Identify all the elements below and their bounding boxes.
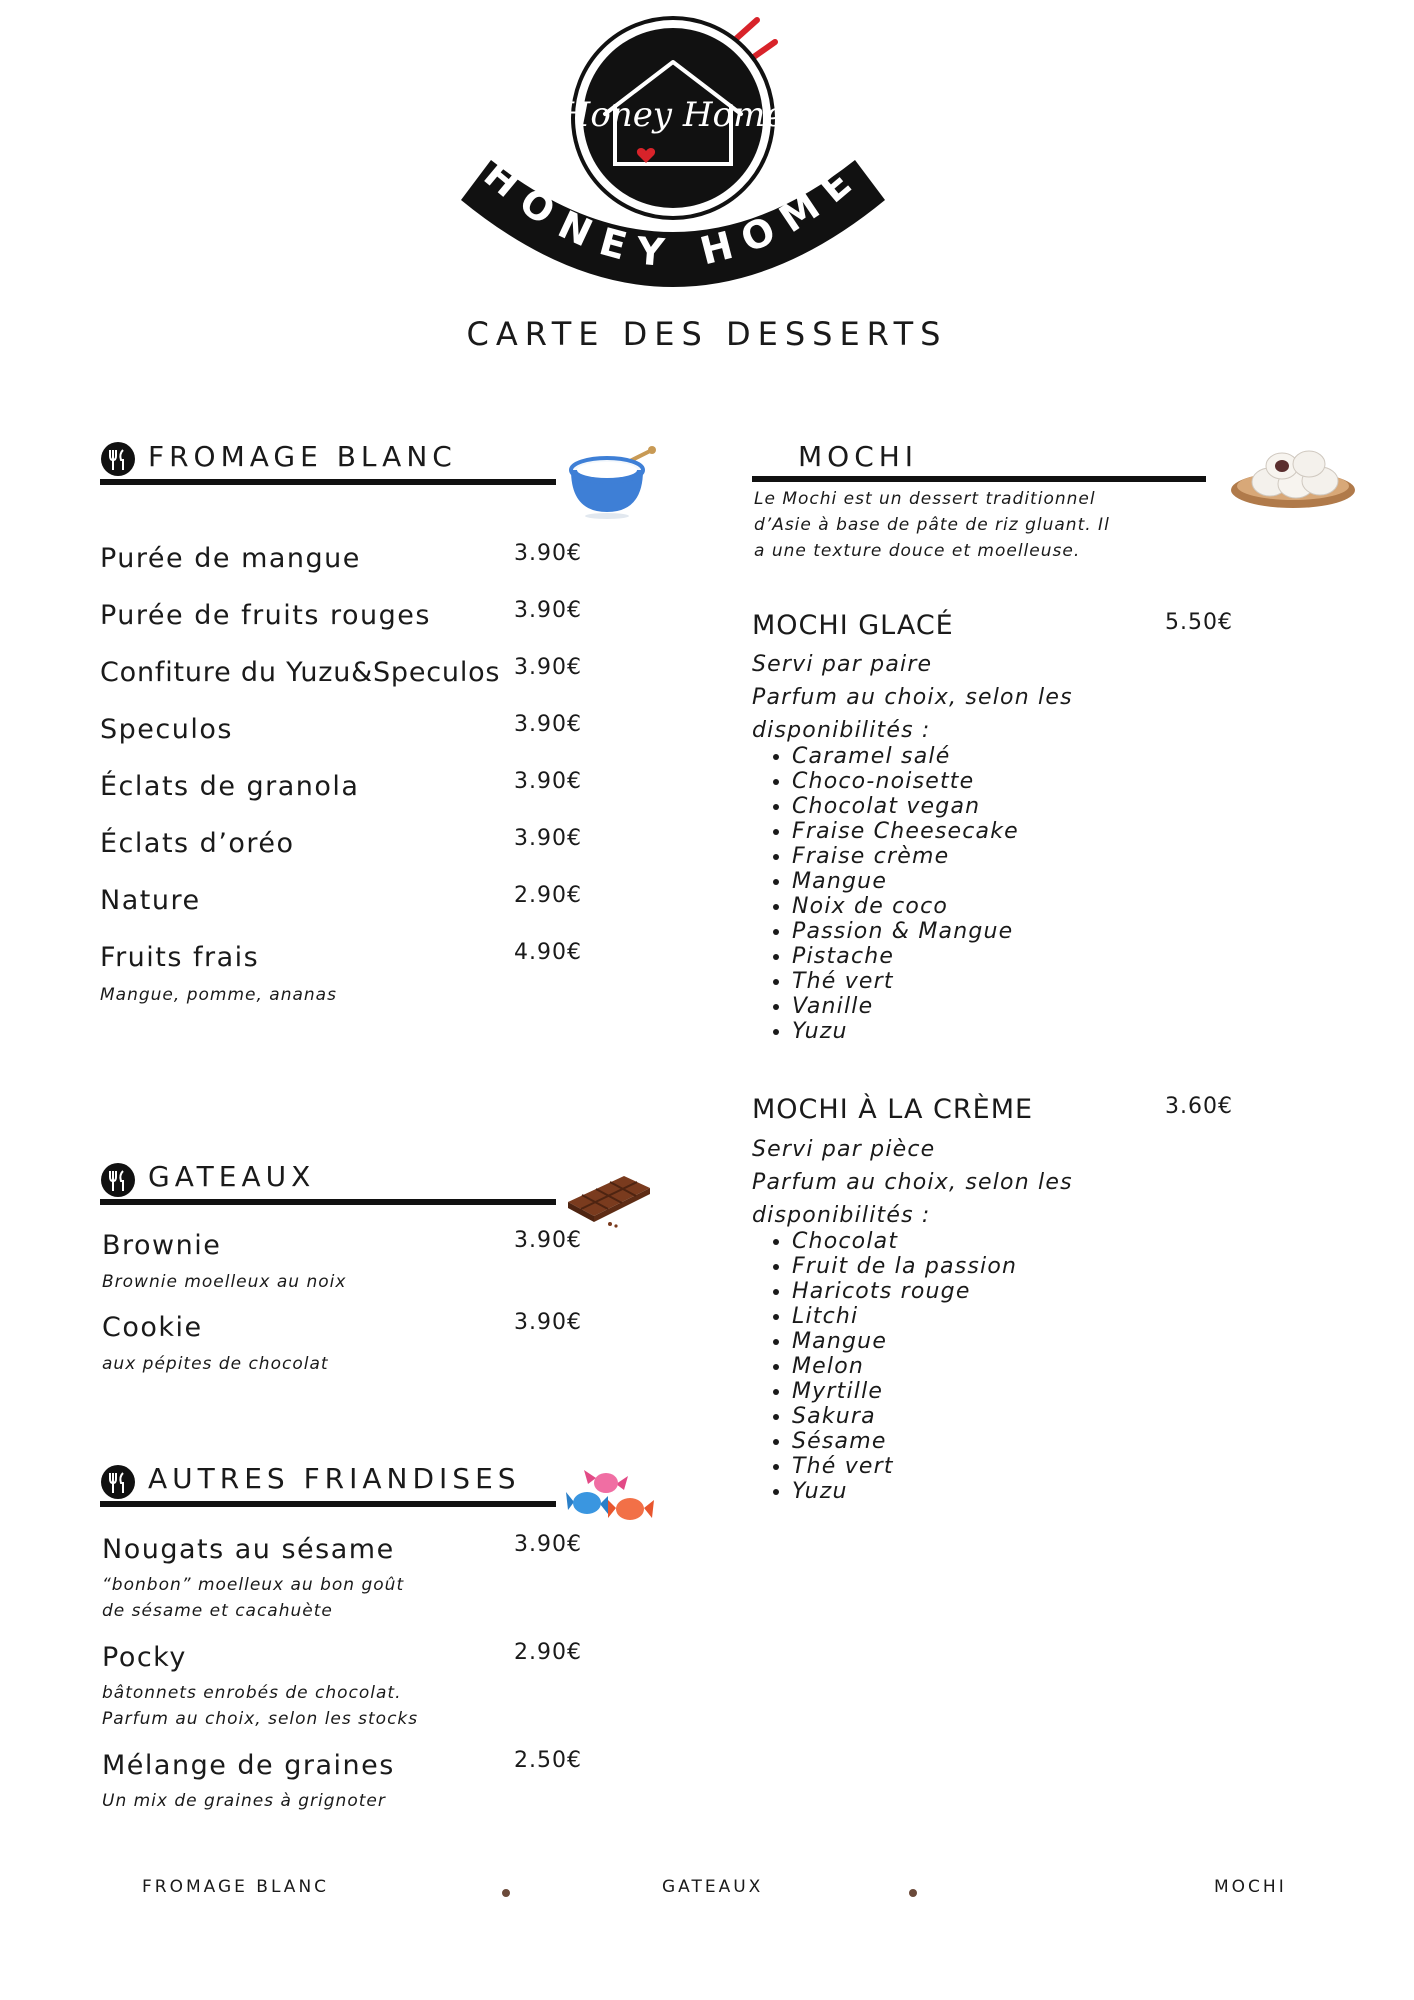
mochi-creme-flavor-list [752, 1229, 1017, 1504]
menu-item-price: 3.90€ [514, 1532, 582, 1557]
flavor-item: • Mangue [792, 869, 1019, 894]
menu-item-price: 4.90€ [514, 940, 582, 965]
mochi-glace-name: MOCHI GLACÉ [752, 610, 954, 641]
footer-link-gateaux[interactable]: GATEAUX [662, 1877, 764, 1897]
menu-item-name: Purée de fruits rouges [100, 600, 431, 631]
section-rule [100, 1199, 556, 1205]
section-rule [100, 479, 556, 485]
mochi-creme-choice: Parfum au choix, selon les disponibilités : [752, 1170, 1073, 1228]
section-title-fromage-blanc: FROMAGE BLANC [148, 440, 457, 473]
mochi-glace-price: 5.50€ [1165, 610, 1233, 635]
yogurt-bowl-icon [566, 440, 656, 520]
menu-item-price: 3.90€ [514, 712, 582, 737]
flavor-item: • Passion & Mangue [792, 919, 1019, 944]
mochi-creme-price: 3.60€ [1165, 1094, 1233, 1119]
menu-item-name: Éclats d’oréo [100, 828, 295, 859]
flavor-item: • Haricots rouge [792, 1279, 1017, 1304]
menu-item-price: 3.90€ [514, 541, 582, 566]
flavor-item: • Fruit de la passion [792, 1254, 1017, 1279]
menu-item-price: 3.90€ [514, 1310, 582, 1335]
flavor-item: • Mangue [792, 1329, 1017, 1354]
menu-title: CARTE DES DESSERTS [466, 315, 948, 353]
menu-item-name: Pocky [102, 1642, 187, 1673]
mochi-intro: Le Mochi est un dessert traditionnel d’Asie à base de pâte de riz gluant. Il a une texture douce et moelleuse. [754, 489, 1110, 561]
menu-item-price: 2.50€ [514, 1748, 582, 1773]
menu-item-name: Nougats au sésame [102, 1534, 395, 1565]
menu-item-name: Nature [100, 885, 201, 916]
flavor-item: • Thé vert [792, 969, 1019, 994]
mochi-creme-name: MOCHI À LA CRÈME [752, 1094, 1034, 1125]
menu-item-name: Cookie [102, 1312, 203, 1343]
flavor-item: • Litchi [792, 1304, 1017, 1329]
section-title-mochi: MOCHI [798, 440, 919, 473]
section-title-gateaux: GATEAUX [148, 1160, 316, 1193]
footer-link-fromage-blanc[interactable]: FROMAGE BLANC [142, 1877, 330, 1897]
mochi-glace-choice: Parfum au choix, selon les disponibilités : [752, 685, 1073, 743]
menu-item-price: 2.90€ [514, 883, 582, 908]
flavor-item: • Sésame [792, 1429, 1017, 1454]
flavor-item: • Pistache [792, 944, 1019, 969]
section-title-autres-friandises: AUTRES FRIANDISES [148, 1462, 521, 1495]
honey-home-logo [455, 14, 895, 304]
flavor-item: • Yuzu [792, 1479, 1017, 1504]
chocolate-bar-icon [564, 1168, 654, 1228]
footer-link-mochi[interactable]: MOCHI [1214, 1877, 1287, 1897]
menu-item-name: Purée de mangue [100, 543, 361, 574]
menu-item-name: Fruits frais [100, 942, 260, 973]
mochi-glace-serving: Servi par paire [752, 652, 933, 677]
section-rule [752, 476, 1206, 482]
menu-item-description: “bonbon” moelleux au bon goût de sésame et cacahuète [102, 1575, 405, 1621]
footer-dot [909, 1889, 917, 1897]
footer-dot [502, 1889, 510, 1897]
cutlery-circle-icon [101, 442, 135, 476]
flavor-item: • Myrtille [792, 1379, 1017, 1404]
menu-item-description: Mangue, pomme, ananas [100, 985, 337, 1005]
flavor-item: • Chocolat vegan [792, 794, 1019, 819]
flavor-item: • Noix de coco [792, 894, 1019, 919]
menu-item-price: 3.90€ [514, 1228, 582, 1253]
menu-item-price: 3.90€ [514, 826, 582, 851]
flavor-item: • Caramel salé [792, 744, 1019, 769]
menu-item-description: Brownie moelleux au noix [102, 1272, 347, 1292]
mochi-glace-flavor-list [752, 744, 1019, 1044]
menu-item-description: Un mix de graines à grignoter [102, 1791, 386, 1811]
mochi-plate-icon [1230, 440, 1360, 510]
flavor-item: • Sakura [792, 1404, 1017, 1429]
section-rule [100, 1501, 556, 1507]
menu-item-name: Confiture du Yuzu&Speculos [100, 657, 501, 688]
menu-item-name: Brownie [102, 1230, 222, 1261]
mochi-creme-serving: Servi par pièce [752, 1137, 936, 1162]
menu-item-description: aux pépites de chocolat [102, 1354, 329, 1374]
flavor-item: • Vanille [792, 994, 1019, 1019]
menu-item-name: Éclats de granola [100, 771, 360, 802]
flavor-item: • Fraise Cheesecake [792, 819, 1019, 844]
flavor-item: • Thé vert [792, 1454, 1017, 1479]
candy-icon [566, 1470, 656, 1530]
flavor-item: • Yuzu [792, 1019, 1019, 1044]
menu-item-name: Speculos [100, 714, 233, 745]
flavor-item: • Fraise crème [792, 844, 1019, 869]
flavor-item: • Chocolat [792, 1229, 1017, 1254]
logo-script-text: Honey Home [560, 95, 786, 135]
flavor-item: • Melon [792, 1354, 1017, 1379]
menu-item-price: 3.90€ [514, 655, 582, 680]
menu-item-price: 2.90€ [514, 1640, 582, 1665]
cutlery-circle-icon [101, 1163, 135, 1197]
menu-item-price: 3.90€ [514, 769, 582, 794]
logo-banner-text: HONEY HOME [475, 151, 871, 276]
menu-item-description: bâtonnets enrobés de chocolat. Parfum au choix, selon les stocks [102, 1683, 419, 1729]
cutlery-circle-icon [101, 1465, 135, 1499]
menu-item-name: Mélange de graines [102, 1750, 395, 1781]
menu-item-price: 3.90€ [514, 598, 582, 623]
flavor-item: • Choco-noisette [792, 769, 1019, 794]
